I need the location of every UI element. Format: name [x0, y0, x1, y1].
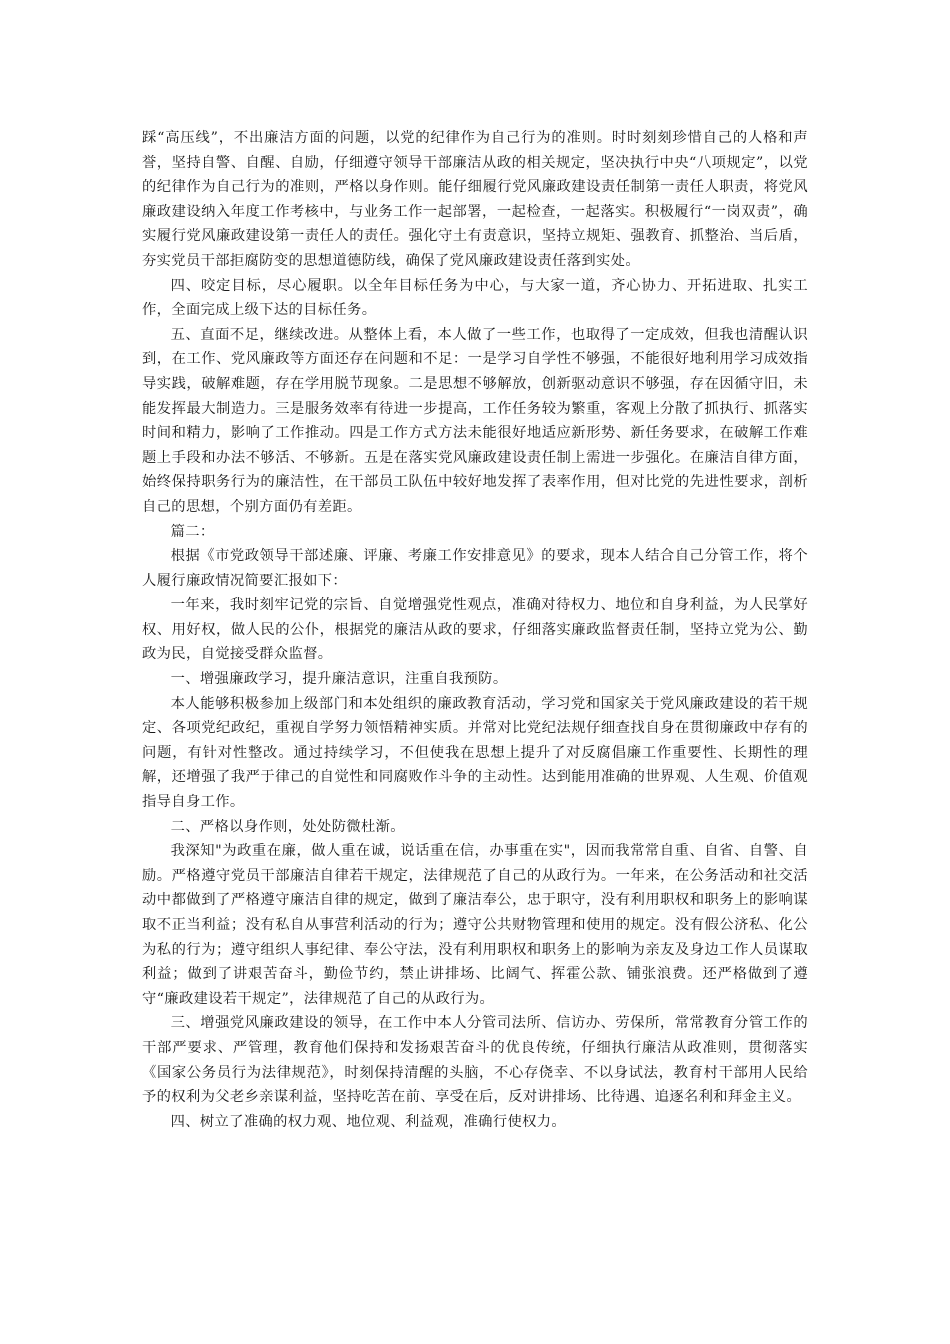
heading-item-four: 四、树立了准确的权力观、地位观、利益观，准确行使权力。	[170, 1113, 567, 1130]
paragraph-section-four: 四、咬定目标，尽心履职。以全年目标任务为中心，与大家一道，齐心协力、开拓进取、扎实工作，全面完成上级下达的目标任务。	[142, 277, 808, 319]
paragraph-intro: 根据《市党政领导干部述廉、评廉、考廉工作安排意见》的要求，现本人结合自己分管工作，将个人履行廉政情况简要汇报如下：	[142, 548, 808, 589]
heading-item-one: 一、增强廉政学习，提升廉洁意识，注重自我预防。	[170, 671, 508, 688]
document-body	[142, 126, 808, 1134]
paragraph-item-one: 本人能够积极参加上级部门和本处组织的廉政教育活动，学习党和国家关于党风廉政建设的若干规定、各项党纪政纪，重视自学努力领悟精神实质。并常对比党纪法规仔细查找自身在贯彻廉政中存有的问题，有针对性整改。通过持续学习，不但使我在思想上提升了对反腐倡廉工作重要性、长期性的理解，还增强了我严于律己的自觉性和同腐败作斗争的主动性。达到能用准确的世界观、人生观、价值观指导自身工作。	[142, 695, 808, 811]
heading-item-two: 二、严格以身作则，处处防微杜渐。	[170, 818, 405, 835]
paragraph-item-three: 三、增强党风廉政建设的领导，在工作中本人分管司法所、信访办、劳保所，常常教育分管工作的干部严要求、严管理，教育他们保持和发扬艰苦奋斗的优良传统，仔细执行廉洁从政准则，贯彻落实《国家公务员行为法律规范》，时刻保持清醒的头脑，不心存侥幸、不以身试法，教育村干部用人民给予的权利为父老乡亲谋利益，坚持吃苦在前、享受在后，反对讲排场、比待遇、追逐名利和拜金主义。	[142, 1015, 808, 1106]
heading-part-two: 篇二：	[170, 523, 215, 540]
paragraph-continuation: 踩“高压线”，不出廉洁方面的问题，以党的纪律作为自己行为的准则。时时刻刻珍惜自己的人格和声誉，坚持自警、自醒、自励，仔细遵守领导干部廉洁从政的相关规定，坚决执行中央“八项规定”，以党的纪律作为自己行为的准则，严格以身作则。能仔细履行党风廉政建设责任制第一责任人职责，将党风廉政建设纳入年度工作考核中，与业务工作一起部署，一起检查，一起落实。积极履行“一岗双责”，确实履行党风廉政建设第一责任人的责任。强化守土有责意识，坚持立规矩、强教育、抓整治、当后盾，夯实党员干部拒腐防变的思想道德防线，确保了党风廉政建设责任落到实处。	[142, 130, 808, 269]
paragraph-section-five: 五、直面不足，继续改进。从整体上看，本人做了一些工作，也取得了一定成效，但我也清醒认识到，在工作、党风廉政等方面还存在问题和不足：一是学习自学性不够强，不能很好地利用学习成效指导实践，破解难题，存在学用脱节现象。二是思想不够解放，创新驱动意识不够强，存在因循守旧，未能发挥最大制造力。三是服务效率有待进一步提高，工作任务较为繁重，客观上分散了抓执行、抓落实时间和精力，影响了工作推动。四是工作方式方法未能很好地适应新形势、新任务要求，在破解工作难题上手段和办法不够活、不够新。五是在落实党风廉政建设责任制上需进一步强化。在廉洁自律方面，始终保持职务行为的廉洁性，在干部员工队伍中较好地发挥了表率作用，但对比党的先进性要求，剖析自己的思想，个别方面仍有差距。	[142, 326, 808, 515]
paragraph-item-two: 我深知"为政重在廉，做人重在诚，说话重在信，办事重在实"，因而我常常自重、自省、自警、自励。严格遵守党员干部廉洁自律若干规定，法律规范了自己的从政行为。一年来，在公务活动和社交活动中都做到了严格遵守廉洁自律的规定，做到了廉洁奉公，忠于职守，没有利用职权和职务上的影响谋取不正当利益；没有私自从事营利活动的行为；遵守公共财物管理和使用的规定。没有假公济私、化公为私的行为；遵守组织人事纪律、奉公守法，没有利用职权和职务上的影响为亲友及身边工作人员谋取利益；做到了讲艰苦奋斗，勤俭节约，禁止讲排场、比阔气、挥霍公款、铺张浪费。还严格做到了遵守“廉政建设若干规定”，法律规范了自己的从政行为。	[142, 843, 808, 1007]
paragraph-overview: 一年来，我时刻牢记党的宗旨、自觉增强党性观点，准确对待权力、地位和自身利益，为人民掌好权、用好权，做人民的公仆，根据党的廉洁从政的要求，仔细落实廉政监督责任制，坚持立党为公、勤政为民，自觉接受群众监督。	[142, 597, 808, 663]
